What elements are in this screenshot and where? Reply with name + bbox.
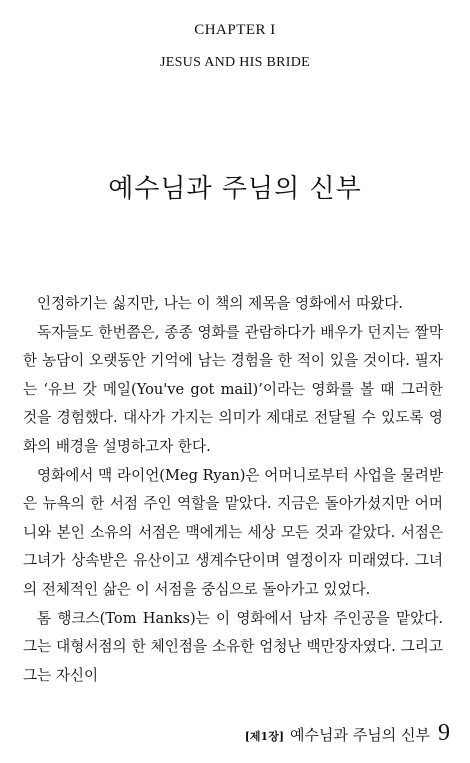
paragraph: 영화에서 맥 라이언(Meg Ryan)은 어머니로부터 사업을 물려받은 뉴욕의 한 서점 주인 역할을 맡았다. 지금은 돌아가셨지만 어머니와 본인 소유의 서점은 맥에게는 세상 모든 것과 같았다. 서점은 그녀가 상속받은 유산이고 생계수단이며 열정이자 미래였다. 그녀의 전체적인 삶은 이 서점을 중심으로 돌아가고 있었다. bbox=[23, 466, 443, 598]
page-title: 예수님과 주님의 신부 bbox=[108, 174, 362, 204]
chapter-label: CHAPTER I bbox=[194, 22, 276, 38]
running-title: 예수님과 주님의 신부 bbox=[290, 726, 430, 744]
body-text bbox=[23, 290, 443, 690]
page-number: 9 bbox=[438, 720, 450, 746]
paragraph: 인정하기는 싫지만, 나는 이 책의 제목을 영화에서 따왔다. bbox=[37, 295, 403, 312]
chapter-title: JESUS AND HIS BRIDE bbox=[160, 55, 310, 70]
paragraph: 톰 행크스(Tom Hanks)는 이 영화에서 남자 주인공을 맡았다. 그는 대형서점의 한 체인점을 소유한 엄청난 백만장자였다. 그리고 그는 자신이 bbox=[23, 609, 443, 684]
chapter-tag: [제1장] bbox=[244, 730, 285, 743]
paragraph: 독자들도 한번쯤은, 종종 영화를 관람하다가 배우가 던지는 짤막한 농담이 오랫동안 기억에 남는 경험을 한 적이 있을 것이다. 필자는 ‘유브 갓 메일(You've got mail)’이라는 영화를 볼 때 그러한 것을 경험했다. 대사가 가지는 의미가 제대로 전달될 수 있도록 영화의 배경을 설명하고자 한다. bbox=[23, 323, 443, 455]
page-footer bbox=[245, 720, 450, 747]
